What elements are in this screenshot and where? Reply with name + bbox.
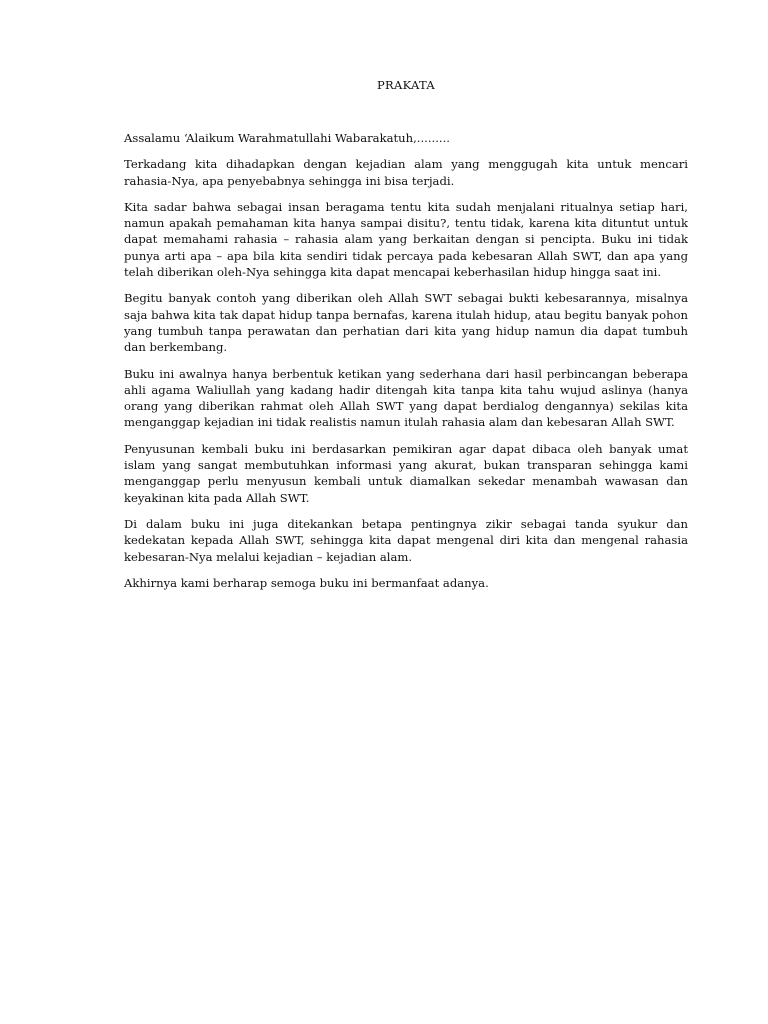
paragraph-2: Kita sadar bahwa sebagai insan beragama tentu kita sudah menjalani ritualnya setiap hari, namun apakah pemahaman kita hanya sampai disitu?, tentu tidak, karena kita dituntut untuk dapat memahami rahasia – rahasia alam yang berkaitan dengan si pencipta. Buku ini tidak punya arti apa – apa bila kita sendiri tidak percaya pada kebesaran Allah SWT, dan apa yang telah diberikan oleh-Nya sehingga kita dapat mencapai keberhasilan hidup hingga saat ini. [124, 199, 688, 280]
paragraph-closing: Akhirnya kami berharap semoga buku ini bermanfaat adanya. [124, 575, 489, 590]
paragraph-4: Buku ini awalnya hanya berbentuk ketikan yang sederhana dari hasil perbincangan beberapa ahli agama Waliullah yang kadang hadir ditengah kita tanpa kita tahu wujud aslinya (hanya orang yang diberikan rahmat oleh Allah SWT yang dapat berdialog dengannya) sekilas kita menganggap kejadian ini tidak realistis namun itulah rahasia alam dan kebesaran Allah SWT. [124, 366, 688, 430]
paragraph-1: Terkadang kita dihadapkan dengan kejadian alam yang menggugah kita untuk mencari rahasia-Nya, apa penyebabnya sehingga ini bisa terjadi. [124, 157, 688, 188]
document-body [124, 130, 688, 601]
paragraph-5: Penyusunan kembali buku ini berdasarkan pemikiran agar dapat dibaca oleh banyak umat islam yang sangat membutuhkan informasi yang akurat, bukan transparan sehingga kami menganggap perlu menyusun kembali untuk diamalkan sekedar menambah wawasan dan keyakinan kita pada Allah SWT. [124, 441, 688, 505]
paragraph-6: Di dalam buku ini juga ditekankan betapa pentingnya zikir sebagai tanda syukur dan kedekatan kepada Allah SWT, sehingga kita dapat mengenal diri kita dan mengenal rahasia kebesaran-Nya melalui kejadian – kejadian alam. [124, 516, 688, 564]
paragraph-greeting: Assalamu ‘Alaikum Warahmatullahi Wabarakatuh,......... [124, 131, 450, 145]
page-title: PRAKATA [377, 78, 435, 92]
paragraph-3: Begitu banyak contoh yang diberikan oleh Allah SWT sebagai bukti kebesarannya, misalnya saja bahwa kita tak dapat hidup tanpa bernafas, karena itulah hidup, atau begitu banyak pohon yang tumbuh tanpa perawatan dan perhatian dari kita yang hidup namun dia dapat tumbuh dan berkembang. [124, 291, 688, 355]
